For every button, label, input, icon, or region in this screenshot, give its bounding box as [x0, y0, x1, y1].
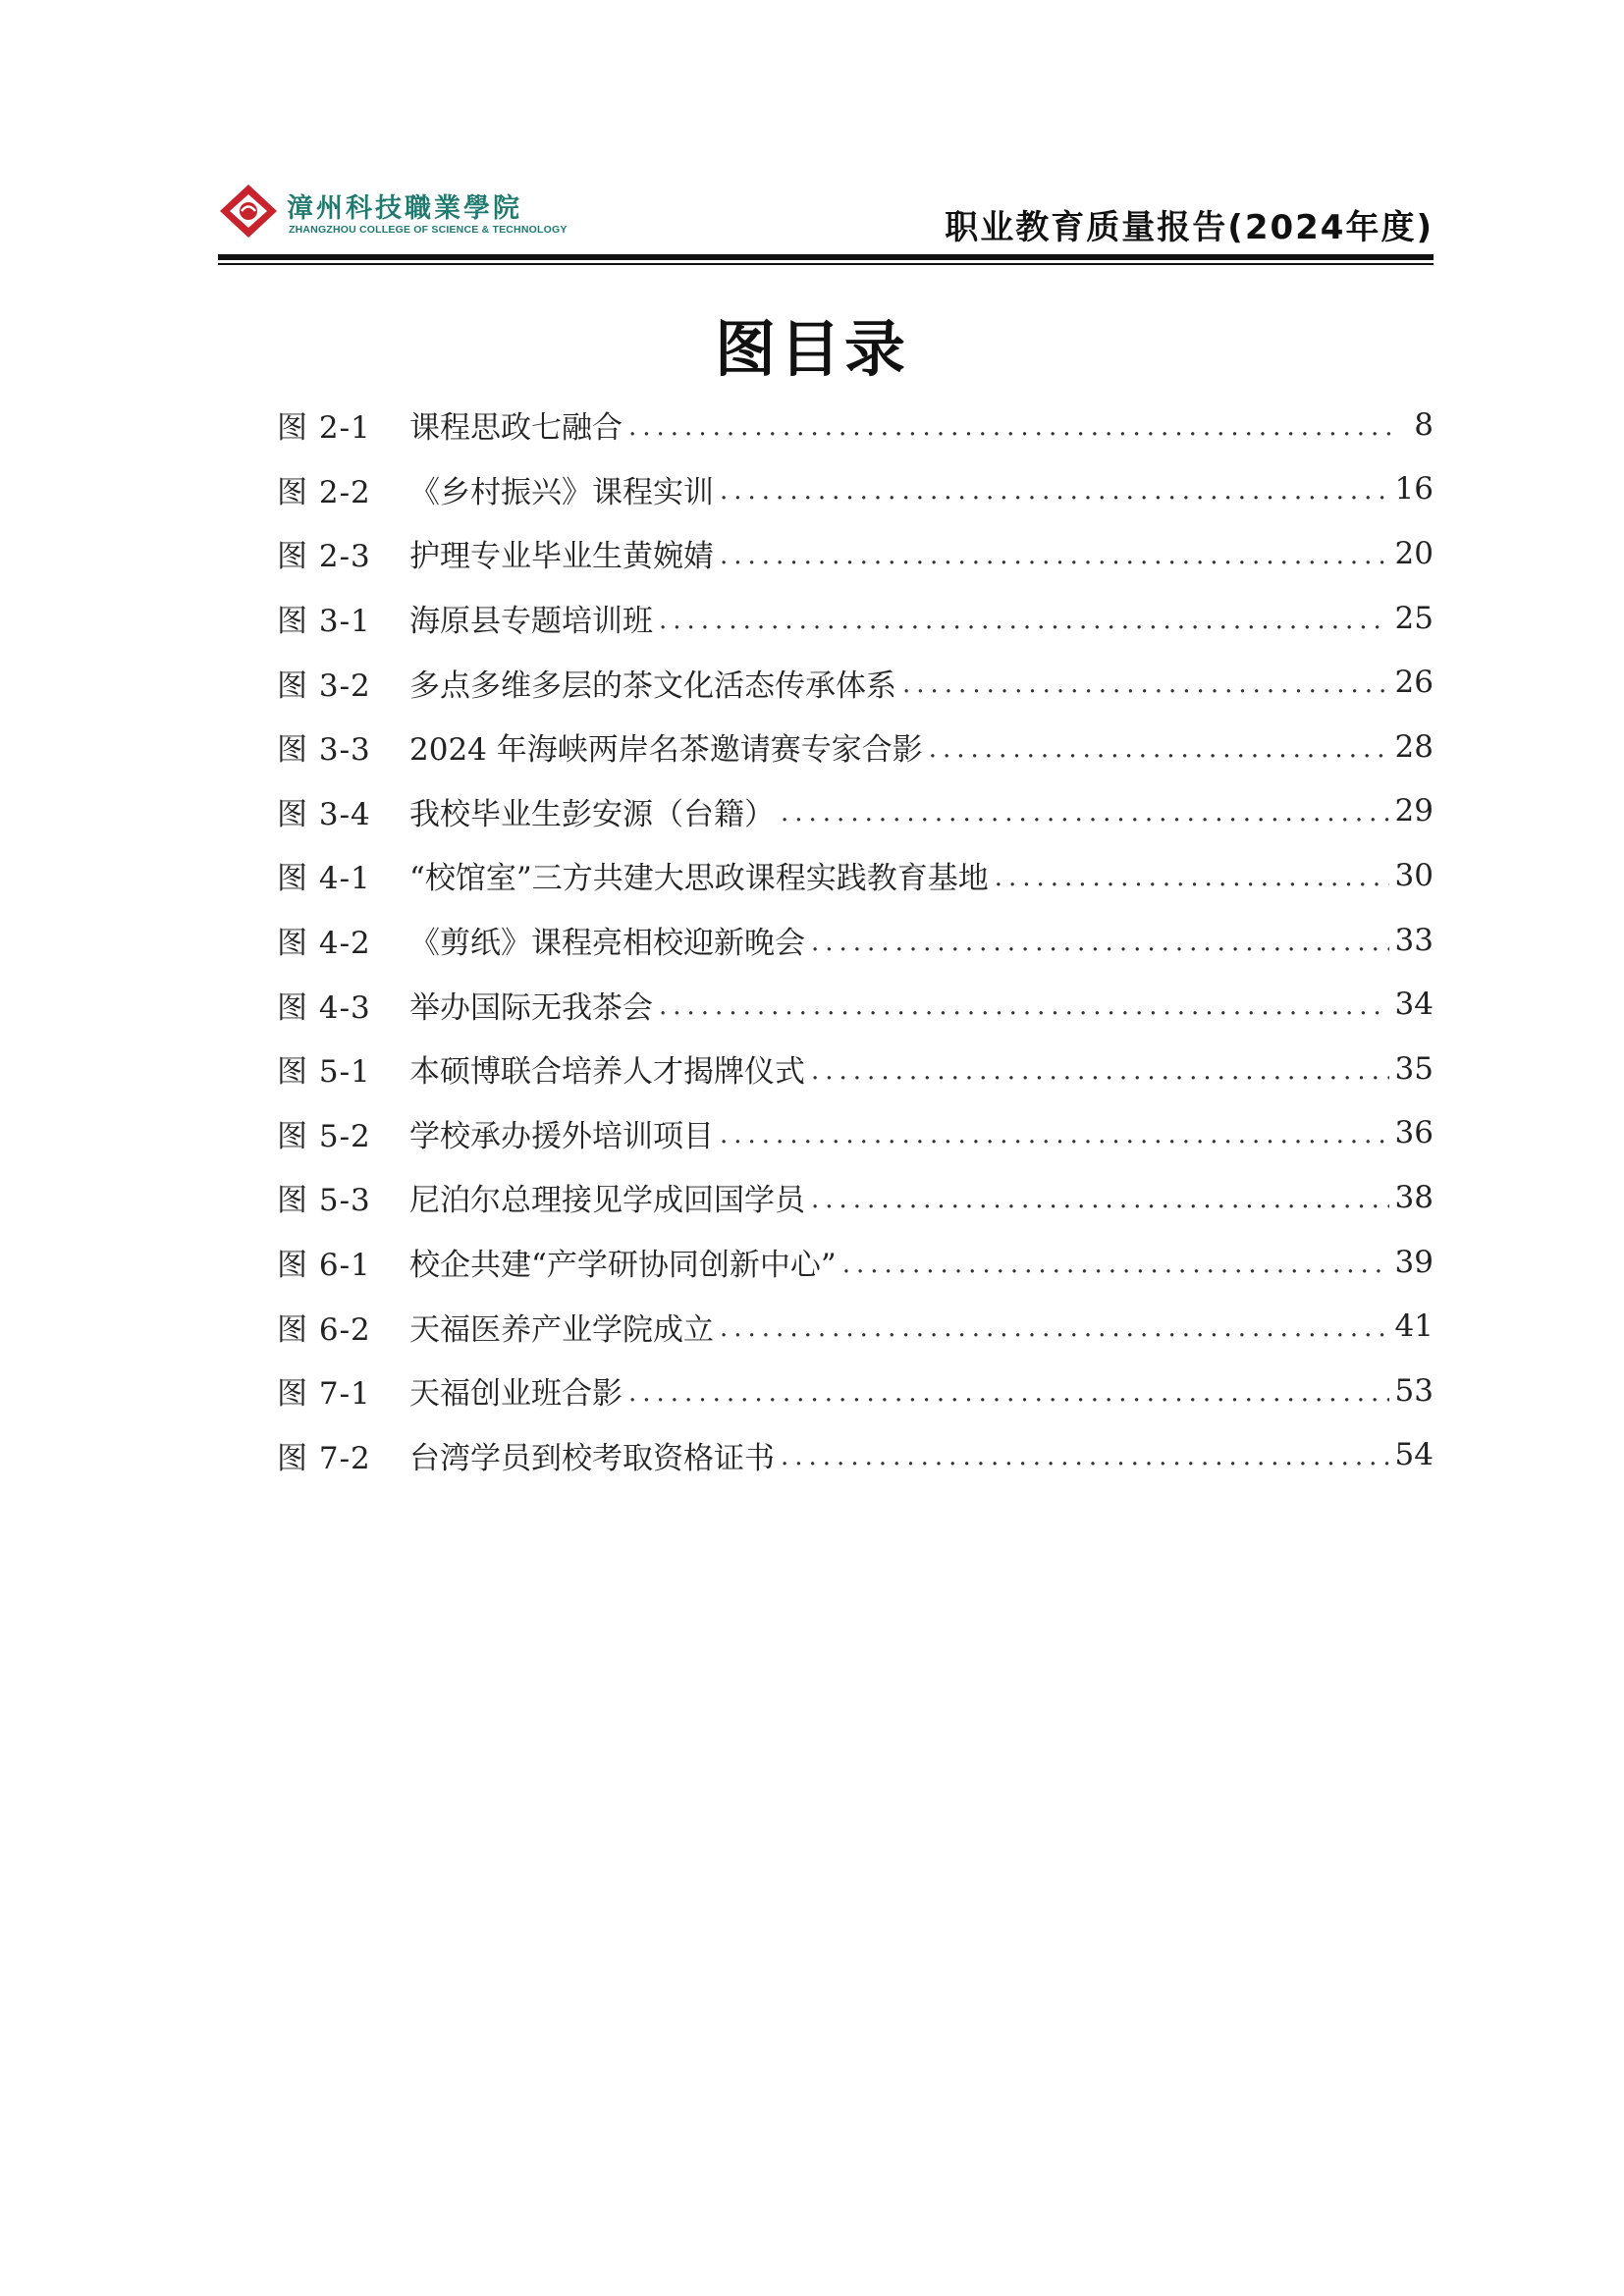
- dot-leader: [995, 863, 1389, 892]
- figure-caption: 天福医养产业学院成立: [409, 1311, 714, 1348]
- page-number: 28: [1394, 728, 1434, 765]
- figure-number: 图 3-4: [277, 796, 371, 832]
- toc-entry[interactable]: [277, 1423, 1434, 1488]
- dot-leader: [811, 1185, 1389, 1214]
- toc-entry[interactable]: [277, 1101, 1434, 1166]
- page-number: 29: [1394, 793, 1434, 829]
- dot-leader: [659, 606, 1389, 635]
- dot-leader: [929, 734, 1389, 764]
- figure-number: 图 2-2: [277, 474, 371, 510]
- page-number: 25: [1394, 600, 1434, 636]
- figure-number: 图 6-1: [277, 1248, 371, 1284]
- figure-number: 图 3-1: [277, 604, 371, 640]
- page-number: 33: [1394, 922, 1434, 958]
- figure-caption: 课程思政七融合: [409, 410, 623, 447]
- dot-leader: [628, 412, 1398, 442]
- college-emblem-icon: [218, 183, 279, 240]
- page-number: 16: [1394, 471, 1434, 507]
- figure-caption: 举办国际无我茶会: [409, 989, 653, 1026]
- page-number: 39: [1394, 1244, 1434, 1280]
- figure-caption: 台湾学员到校考取资格证书: [409, 1440, 775, 1476]
- page-number: 34: [1394, 987, 1434, 1023]
- toc-entry[interactable]: [277, 1230, 1434, 1295]
- figure-number: 图 4-3: [277, 989, 371, 1026]
- figure-number: 图 4-2: [277, 926, 371, 962]
- figure-caption: 我校毕业生彭安源（台籍）: [409, 796, 775, 832]
- toc-entry[interactable]: [277, 393, 1434, 457]
- dot-leader: [811, 1056, 1389, 1086]
- figure-caption: 多点多维多层的茶文化活态传承体系: [409, 667, 896, 704]
- figure-caption: 学校承办援外培训项目: [409, 1118, 714, 1154]
- college-name-en: ZHANGZHOU COLLEGE OF SCIENCE & TECHNOLOGY: [289, 224, 568, 236]
- figure-caption: 天福创业班合影: [409, 1376, 623, 1413]
- toc-entry[interactable]: [277, 1037, 1434, 1101]
- toc-entry[interactable]: [277, 1359, 1434, 1423]
- figure-number: 图 3-3: [277, 732, 371, 769]
- figure-number: 图 6-2: [277, 1311, 371, 1348]
- figure-number: 图 7-2: [277, 1440, 371, 1476]
- toc-entry[interactable]: [277, 1294, 1434, 1359]
- figure-list: [277, 393, 1434, 1487]
- toc-entry[interactable]: [277, 457, 1434, 522]
- figure-caption: 《乡村振兴》课程实训: [409, 474, 714, 510]
- figure-caption: 《剪纸》课程亮相校迎新晚会: [409, 926, 805, 962]
- college-name-cn: 漳州科技職業學院: [287, 193, 522, 224]
- dot-leader: [720, 476, 1389, 506]
- dot-leader: [659, 991, 1389, 1021]
- figure-number: 图 3-2: [277, 667, 371, 704]
- figure-caption: 海原县专题培训班: [409, 604, 653, 640]
- dot-leader: [720, 1313, 1389, 1343]
- page-number: 38: [1394, 1179, 1434, 1215]
- figure-caption: 本硕博联合培养人才揭牌仪式: [409, 1054, 805, 1091]
- header-rule-thin: [218, 263, 1434, 265]
- figure-caption: 护理专业毕业生黄婉婧: [409, 539, 714, 575]
- figure-number: 图 4-1: [277, 861, 371, 897]
- college-logo: [218, 183, 568, 241]
- dot-leader: [902, 669, 1389, 699]
- figure-number: 图 5-2: [277, 1118, 371, 1154]
- page-number: 35: [1394, 1050, 1434, 1087]
- page-number: 36: [1394, 1115, 1434, 1151]
- dot-leader: [781, 1442, 1389, 1471]
- page-number: 8: [1414, 406, 1434, 443]
- page-number: 54: [1394, 1437, 1434, 1473]
- header-rule-thick: [218, 254, 1434, 260]
- toc-entry[interactable]: [277, 779, 1434, 844]
- page-number: 41: [1394, 1308, 1434, 1345]
- dot-leader: [811, 928, 1389, 957]
- figure-number: 图 5-3: [277, 1183, 371, 1219]
- figure-caption: 校企共建“产学研协同创新中心”: [409, 1248, 837, 1284]
- page-title: 图目录: [714, 313, 909, 385]
- toc-entry[interactable]: [277, 586, 1434, 651]
- figure-caption: 2024 年海峡两岸名茶邀请赛专家合影: [409, 732, 923, 769]
- toc-entry[interactable]: [277, 908, 1434, 973]
- dot-leader: [842, 1250, 1389, 1279]
- toc-entry[interactable]: [277, 650, 1434, 715]
- page-number: 30: [1394, 857, 1434, 893]
- page-number: 20: [1394, 535, 1434, 571]
- toc-entry[interactable]: [277, 843, 1434, 908]
- toc-entry[interactable]: [277, 1165, 1434, 1230]
- toc-entry[interactable]: [277, 521, 1434, 586]
- dot-leader: [720, 1120, 1389, 1149]
- figure-number: 图 5-1: [277, 1054, 371, 1091]
- toc-entry[interactable]: [277, 972, 1434, 1037]
- figure-caption: 尼泊尔总理接见学成回国学员: [409, 1183, 805, 1219]
- figure-number: 图 7-1: [277, 1376, 371, 1413]
- dot-leader: [781, 798, 1389, 828]
- figure-number: 图 2-1: [277, 410, 371, 447]
- toc-entry[interactable]: [277, 715, 1434, 779]
- page-header: [218, 181, 1434, 261]
- figure-number: 图 2-3: [277, 539, 371, 575]
- page-number: 53: [1394, 1372, 1434, 1409]
- figure-caption: “校馆室”三方共建大思政课程实践教育基地: [409, 861, 989, 897]
- dot-leader: [720, 541, 1389, 570]
- dot-leader: [628, 1378, 1389, 1408]
- report-title: 职业教育质量报告(2024年度): [945, 208, 1434, 247]
- page-number: 26: [1394, 665, 1434, 701]
